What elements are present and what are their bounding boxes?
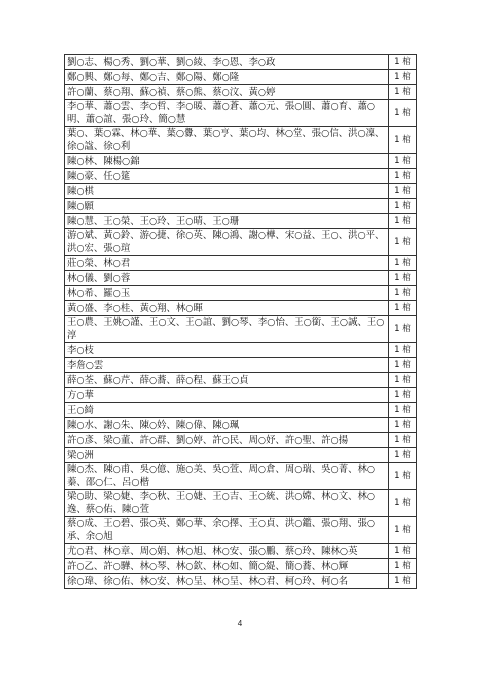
quantity-cell: 1 棺: [389, 169, 417, 184]
names-cell: 許○蘭、蔡○翔、蘇○禎、蔡○熊、蔡○汶、黃○婷: [65, 85, 389, 100]
names-cell: 薛○荃、蘇○芹、薛○蕎、薛○程、蘇王○貞: [65, 373, 389, 388]
quantity-cell: 1 棺: [389, 343, 417, 358]
quantity-cell: 1 棺: [389, 490, 417, 517]
table-row: [65, 358, 417, 373]
table-row: [65, 169, 417, 184]
table-row: [65, 463, 417, 490]
names-cell: 李○華、蕭○雲、李○哲、李○暖、蕭○蒼、蕭○元、張○圓、蕭○育、蕭○明、蕭○誼、張○玲、簡○慧: [65, 100, 389, 127]
quantity-cell: 1 棺: [389, 433, 417, 448]
quantity-cell: 1 棺: [389, 544, 417, 559]
names-cell: 王○農、王姚○謹、王○文、王○誼、劉○琴、李○怡、王○銜、王○誠、王○淳: [65, 316, 389, 343]
table-row: [65, 127, 417, 154]
names-cell: 陳○豪、任○筵: [65, 169, 389, 184]
quantity-cell: 1 棺: [389, 448, 417, 463]
table-row: [65, 301, 417, 316]
quantity-cell: 1 棺: [389, 373, 417, 388]
table-row: [65, 229, 417, 256]
table-row: [65, 574, 417, 589]
ledger-table-body: [65, 55, 417, 589]
table-row: [65, 184, 417, 199]
table-row: [65, 100, 417, 127]
table-row: [65, 433, 417, 448]
table-row: [65, 490, 417, 517]
names-cell: 劉○志、楊○秀、劉○華、劉○綾、李○恩、李○政: [65, 55, 389, 70]
ledger-table: [64, 54, 417, 589]
names-cell: 陳○林、陳楊○錦: [65, 154, 389, 169]
table-row: [65, 544, 417, 559]
table-row: [65, 517, 417, 544]
quantity-cell: 1 棺: [389, 574, 417, 589]
names-cell: 李○枝: [65, 343, 389, 358]
quantity-cell: 1 棺: [389, 85, 417, 100]
quantity-cell: 1 棺: [389, 127, 417, 154]
quantity-cell: 1 棺: [389, 403, 417, 418]
table-row: [65, 448, 417, 463]
names-cell: 徐○瑋、徐○佑、林○安、林○呈、林○呈、林○君、柯○玲、柯○名: [65, 574, 389, 589]
table-row: [65, 343, 417, 358]
quantity-cell: 1 棺: [389, 286, 417, 301]
names-cell: 陳○願: [65, 199, 389, 214]
quantity-cell: 1 棺: [389, 184, 417, 199]
table-row: [65, 154, 417, 169]
quantity-cell: 1 棺: [389, 463, 417, 490]
quantity-cell: 1 棺: [389, 517, 417, 544]
table-row: [65, 286, 417, 301]
quantity-cell: 1 棺: [389, 100, 417, 127]
names-cell: 梁○助、梁○婕、李○秋、王○婕、王○吉、王○統、洪○嫦、林○文、林○逸、蔡○佑、陳○萱: [65, 490, 389, 517]
names-cell: 許○彥、梁○董、許○群、劉○婷、許○民、周○妤、許○聖、許○揚: [65, 433, 389, 448]
table-row: [65, 199, 417, 214]
quantity-cell: 1 棺: [389, 199, 417, 214]
quantity-cell: 1 棺: [389, 301, 417, 316]
table-row: [65, 316, 417, 343]
names-cell: 許○乙、許○驊、林○琴、林○欽、林○如、簡○緹、簡○蕎、林○輝: [65, 559, 389, 574]
quantity-cell: 1 棺: [389, 358, 417, 373]
quantity-cell: 1 棺: [389, 271, 417, 286]
names-cell: 陳○杰、陳○甫、吳○億、施○美、吳○萱、周○倉、周○瑞、吳○菁、林○蓁、邵○仁、呂○楷: [65, 463, 389, 490]
names-cell: 方○華: [65, 388, 389, 403]
table-row: [65, 55, 417, 70]
names-cell: 李詹○雲: [65, 358, 389, 373]
quantity-cell: 1 棺: [389, 418, 417, 433]
quantity-cell: 1 棺: [389, 70, 417, 85]
names-cell: 陳○慧、王○榮、王○玲、王○晴、王○珊: [65, 214, 389, 229]
names-cell: 莊○榮、林○君: [65, 256, 389, 271]
table-row: [65, 373, 417, 388]
names-cell: 王○綺: [65, 403, 389, 418]
names-cell: 陳○棋: [65, 184, 389, 199]
table-row: [65, 256, 417, 271]
quantity-cell: 1 棺: [389, 55, 417, 70]
table-row: [65, 403, 417, 418]
names-cell: 游○斌、黃○鈴、游○捷、徐○英、陳○鴻、謝○樺、宋○益、王○、洪○平、洪○宏、張○瑄: [65, 229, 389, 256]
quantity-cell: 1 棺: [389, 316, 417, 343]
table-row: [65, 214, 417, 229]
table-row: [65, 271, 417, 286]
names-cell: 林○儀、劉○蓉: [65, 271, 389, 286]
table-row: [65, 418, 417, 433]
quantity-cell: 1 棺: [389, 229, 417, 256]
names-cell: 葉○、葉○霖、林○華、葉○釁、葉○亨、葉○均、林○堂、張○信、洪○凜、徐○諡、徐○利: [65, 127, 389, 154]
table-row: [65, 559, 417, 574]
names-cell: 黃○盛、李○桂、黃○翔、林○暉: [65, 301, 389, 316]
table-row: [65, 70, 417, 85]
quantity-cell: 1 棺: [389, 388, 417, 403]
names-cell: 林○希、羅○玉: [65, 286, 389, 301]
page-number: 4: [237, 619, 243, 628]
table-row: [65, 388, 417, 403]
quantity-cell: 1 棺: [389, 154, 417, 169]
names-cell: 蔡○成、王○碧、張○英、鄭○華、余○擇、王○貞、洪○鑑、張○翔、張○承、余○旭: [65, 517, 389, 544]
names-cell: 尤○君、林○章、周○娟、林○旭、林○安、張○鵬、蔡○玲、陳林○英: [65, 544, 389, 559]
quantity-cell: 1 棺: [389, 256, 417, 271]
names-cell: 梁○洲: [65, 448, 389, 463]
names-cell: 陳○水、謝○朱、陳○妗、陳○偉、陳○珮: [65, 418, 389, 433]
table-row: [65, 85, 417, 100]
names-cell: 鄭○興、鄭○每、鄭○吉、鄭○陽、鄭○隆: [65, 70, 389, 85]
quantity-cell: 1 棺: [389, 559, 417, 574]
quantity-cell: 1 棺: [389, 214, 417, 229]
